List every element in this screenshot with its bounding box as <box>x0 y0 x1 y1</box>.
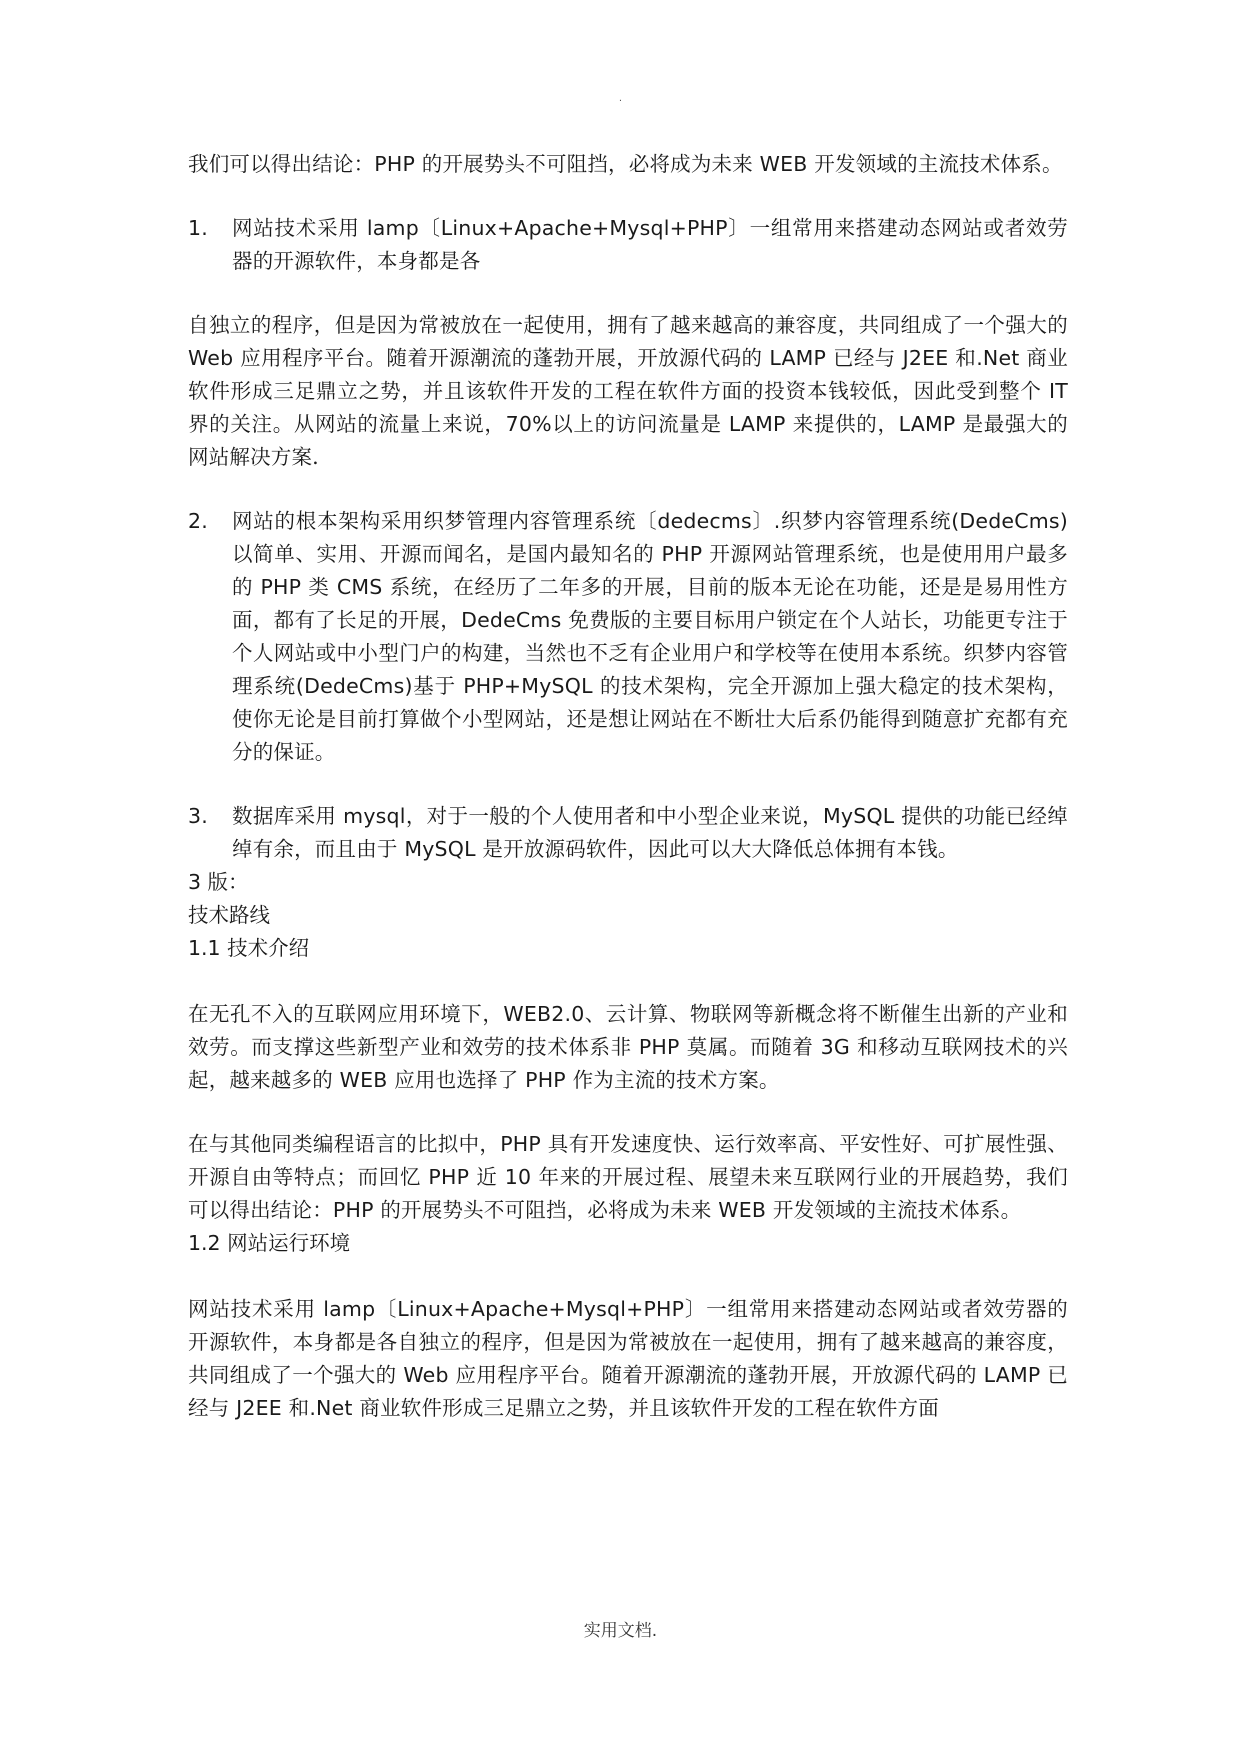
list-item-number: 2. <box>188 509 208 533</box>
list-item-3 <box>188 800 1068 866</box>
list-item-2 <box>188 505 1068 769</box>
document-body <box>188 148 1068 1425</box>
section-heading-tech-route: 技术路线 <box>188 903 270 927</box>
paragraph-tech-intro: 在无孔不入的互联网应用环境下，WEB2.0、云计算、物联网等新概念将不断催生出新的产业和效劳。而支撑这些新型产业和效劳的技术体系非 PHP 莫属。而随着 3G 和移动互联网技术的兴起，越来越多的 WEB 应用也选择了 PHP 作为主流的技术方案。 <box>188 1002 1068 1092</box>
section-heading-1-1: 1.1 技术介绍 <box>188 936 310 960</box>
list-item-number: 1. <box>188 216 208 240</box>
list-item-text: 网站的根本架构采用织梦管理内容管理系统〔dedecms〕.织梦内容管理系统(DedeCms)以简单、实用、开源而闻名，是国内最知名的 PHP 开源网站管理系统，也是使用用户最多的 PHP 类 CMS 系统，在经历了二年多的开展，目前的版本无论在功能，还是是易用性方面，都有了长足的开展，DedeCms 免费版的主要目标用户锁定在个人站长，功能更专注于个人网站或中小型门户的构建，当然也不乏有企业用户和学校等在使用本系统。织梦内容管理系统(DedeCms)基于 PHP+MySQL 的技术架构，完全开源加上强大稳定的技术架构，使你无论是目前打算做个小型网站，还是想让网站在不断壮大后系仍能得到随意扩充都有充分的保证。 <box>232 509 1068 764</box>
version-label: 3 版： <box>188 870 249 894</box>
paragraph-conclusion: 我们可以得出结论：PHP 的开展势头不可阻挡，必将成为未来 WEB 开发领域的主流技术体系。 <box>188 152 1063 176</box>
section-heading-1-2: 1.2 网站运行环境 <box>188 1231 351 1255</box>
paragraph-php-comparison: 在与其他同类编程语言的比拟中，PHP 具有开发速度快、运行效率高、平安性好、可扩展性强、开源自由等特点；而回忆 PHP 近 10 年来的开展过程、展望未来互联网行业的开展趋势，我们可以得出结论：PHP 的开展势头不可阻挡，必将成为未来 WEB 开发领域的主流技术体系。 <box>188 1132 1068 1222</box>
list-item-number: 3. <box>188 804 208 828</box>
list-item-1 <box>188 212 1068 278</box>
list-item-text: 数据库采用 mysql，对于一般的个人使用者和中小型企业来说，MySQL 提供的功能已经绰绰有余，而且由于 MySQL 是开放源码软件，因此可以大大降低总体拥有本钱。 <box>232 804 1068 861</box>
list-item-text: 网站技术采用 lamp〔Linux+Apache+Mysql+PHP〕一组常用来搭建动态网站或者效劳器的开源软件，本身都是各 <box>232 216 1068 273</box>
page-footer: 实用文档. <box>583 1621 658 1641</box>
paragraph-runtime-env: 网站技术采用 lamp〔Linux+Apache+Mysql+PHP〕一组常用来搭建动态网站或者效劳器的开源软件，本身都是各自独立的程序，但是因为常被放在一起使用，拥有了越来越高的兼容度，共同组成了一个强大的 Web 应用程序平台。随着开源潮流的蓬勃开展，开放源代码的 LAMP 已经与 J2EE 和.Net 商业软件形成三足鼎立之势，并且该软件开发的工程在软件方面 <box>188 1297 1068 1420</box>
paragraph-lamp: 自独立的程序，但是因为常被放在一起使用，拥有了越来越高的兼容度，共同组成了一个强大的 Web 应用程序平台。随着开源潮流的蓬勃开展，开放源代码的 LAMP 已经与 J2EE 和.Net 商业软件形成三足鼎立之势，并且该软件开发的工程在软件方面的投资本钱较低，因此受到整个 IT 界的关注。从网站的流量上来说，70%以上的访问流量是 LAMP 来提供的，LAMP 是最强大的网站解决方案． <box>188 313 1068 469</box>
header-mark: . <box>618 93 623 104</box>
